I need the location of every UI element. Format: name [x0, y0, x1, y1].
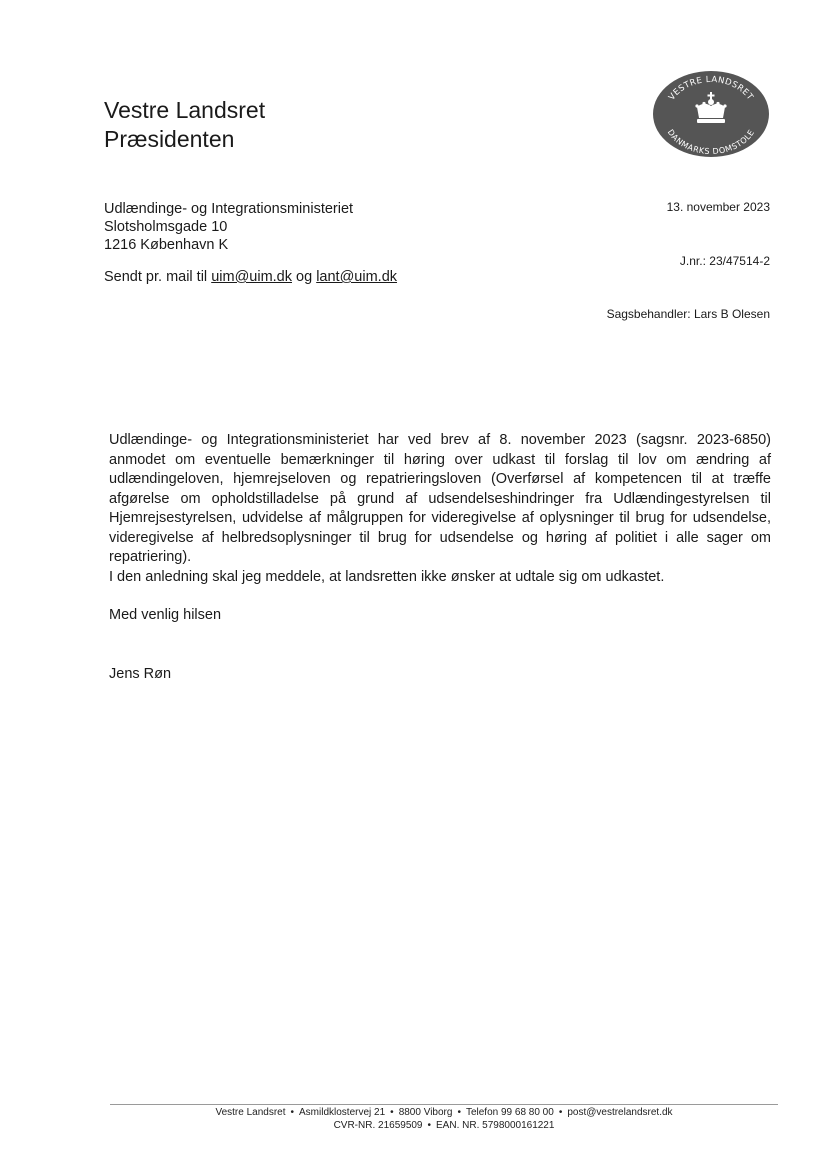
sent-connector: og — [296, 269, 313, 285]
bullet-separator: • — [457, 1107, 461, 1118]
recipient-line: Udlændinge- og Integrationsministeriet — [104, 201, 354, 217]
journal-number: J.nr.: 23/47514-2 — [679, 254, 770, 268]
footer-phone: Telefon 99 68 80 00 — [465, 1107, 554, 1118]
seal-bottom-text: DANMARKS DOMSTOLE — [665, 127, 757, 157]
footer-email: post@vestrelandsret.dk — [567, 1107, 673, 1118]
seal-top-text: VESTRE LANDSRET — [666, 74, 756, 103]
sent-by-mail-line — [104, 269, 397, 285]
closing-greeting: Med venlig hilsen — [109, 607, 222, 623]
body-paragraph: Udlændinge- og Integrationsministeriet har ved brev af 8. november 2023 (sagsnr. 2023-6850) anmodet om eventuelle bemærkninger til høring over udkast til forslag til lov om ændring af udlændingeloven, hjemrejseloven og repatrieringsloven (Overførsel af kompetencen til at træffe afgørelse om opholdstilladelse på grund af udsendelseshindringer fra Udlændingestyrelsen til Hjemrejsestyrelsen, udvidelse af målgruppen for videregivelse af oplysninger til brug for udsendelse, videregivelse af helbredsoplysninger til brug for udsendelse og høring af politiet i alle sager om repatriering). — [109, 432, 771, 565]
sent-prefix: Sendt pr. mail til — [104, 269, 208, 285]
body-paragraph: I den anledning skal jeg meddele, at landsretten ikke ønsker at udtale sig om udkastet. — [109, 569, 665, 585]
footer-ean: EAN. NR. 5798000161221 — [436, 1119, 555, 1131]
footer-cvr: CVR-NR. 21659509 — [333, 1119, 423, 1131]
footer-address: Asmildklostervej 21 — [299, 1107, 386, 1118]
footer-name: Vestre Landsret — [215, 1107, 286, 1118]
bullet-separator: • — [290, 1107, 295, 1118]
court-seal-logo — [652, 70, 770, 158]
case-handler: Sagsbehandler: Lars B Olesen — [606, 307, 770, 321]
recipient-line: Slotsholmsgade 10 — [104, 219, 228, 235]
email-link-lant[interactable]: lant@uim.dk — [316, 269, 398, 285]
bullet-separator: • — [427, 1119, 432, 1131]
court-subtitle: Præsidenten — [104, 126, 235, 152]
letter-date: 13. november 2023 — [666, 200, 770, 214]
recipient-line: 1216 København K — [104, 237, 229, 253]
footer-city: 8800 Viborg — [398, 1107, 453, 1118]
bullet-separator: • — [558, 1107, 563, 1118]
email-link-uim[interactable]: uim@uim.dk — [211, 269, 292, 285]
court-name: Vestre Landsret — [104, 97, 266, 123]
footer-contact-line — [110, 1107, 778, 1120]
footer — [110, 1107, 778, 1132]
signature-name: Jens Røn — [109, 666, 172, 682]
recipient-address — [104, 200, 353, 254]
bullet-separator: • — [390, 1107, 394, 1118]
footer-divider — [110, 1104, 778, 1105]
footer-registration-line — [110, 1120, 778, 1133]
